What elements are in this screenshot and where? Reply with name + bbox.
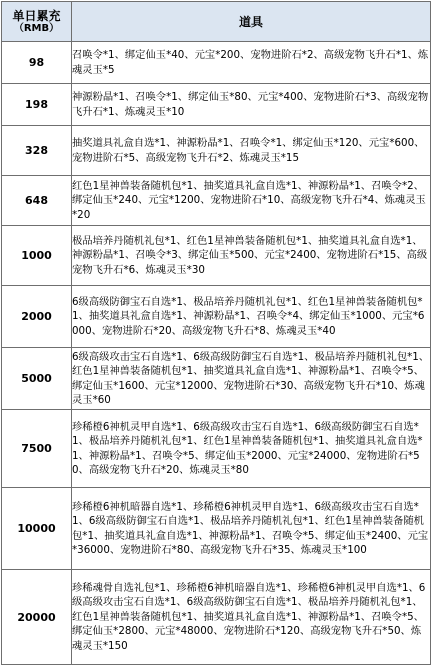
table-row — [2, 348, 431, 410]
row-amount: 98 — [2, 42, 72, 84]
row-amount: 1000 — [2, 226, 72, 286]
row-rewards: 召唤令*1、绑定仙玉*40、元宝*200、宠物进阶石*2、高级宠物飞升石*1、炼魂灵玉*5 — [72, 42, 431, 84]
row-amount: 5000 — [2, 348, 72, 410]
row-rewards: 神源粉晶*1、召唤令*1、绑定仙玉*80、元宝*400、宠物进阶石*3、高级宠物飞升石*1、炼魂灵玉*10 — [72, 84, 431, 126]
header-amount-unit: （RMB） — [13, 22, 60, 34]
recharge-reward-table — [1, 1, 431, 665]
row-rewards: 红色1星神兽装备随机包*1、抽奖道具礼盒自选*1、神源粉晶*1、召唤令*2、绑定仙玉*240、元宝*1200、宠物进阶石*10、高级宠物飞升石*4、炼魂灵玉*20 — [72, 176, 431, 226]
header-rewards: 道具 — [72, 2, 431, 42]
header-amount-label: 单日累充 — [12, 8, 61, 23]
row-amount: 20000 — [2, 570, 72, 665]
row-amount: 328 — [2, 126, 72, 176]
row-rewards: 极品培养丹随机礼包*1、红色1星神兽装备随机包*1、抽奖道具礼盒自选*1、神源粉晶*1、召唤令*3、绑定仙玉*500、元宝*2400、宠物进阶石*15、高级宠物飞升石*6、炼魂灵玉*30 — [72, 226, 431, 286]
table-header-row — [2, 2, 431, 42]
table-row — [2, 570, 431, 665]
table-row — [2, 84, 431, 126]
row-amount: 648 — [2, 176, 72, 226]
table-row — [2, 176, 431, 226]
header-amount — [2, 2, 72, 42]
row-rewards: 珍稀橙6神机灵甲自选*1、6级高级攻击宝石自选*1、6级高级防御宝石自选*1、极品培养丹随机礼包*1、红色1星神兽装备随机包*1、抽奖道具礼盒自选*1、神源粉晶*1、召唤令*5、绑定仙玉*2000、元宝*24000、宠物进阶石*50、高级宠物飞升石*20、炼魂灵玉*80 — [72, 410, 431, 488]
row-rewards: 6级高级攻击宝石自选*1、6级高级防御宝石自选*1、极品培养丹随机礼包*1、红色1星神兽装备随机包*1、抽奖道具礼盒自选*1、神源粉晶*1、召唤令*5、绑定仙玉*1600、元宝*12000、宠物进阶石*30、高级宠物飞升石*10、炼魂灵玉*60 — [72, 348, 431, 410]
table-row — [2, 488, 431, 570]
row-rewards: 6级高级防御宝石自选*1、极品培养丹随机礼包*1、红色1星神兽装备随机包*1、抽奖道具礼盒自选*1、神源粉晶*1、召唤令*4、绑定仙玉*1000、元宝*6000、宠物进阶石*20、高级宠物飞升石*8、炼魂灵玉*40 — [72, 286, 431, 348]
table-row — [2, 410, 431, 488]
row-rewards: 抽奖道具礼盒自选*1、神源粉晶*1、召唤令*1、绑定仙玉*120、元宝*600、宠物进阶石*5、高级宠物飞升石*2、炼魂灵玉*15 — [72, 126, 431, 176]
table-row — [2, 126, 431, 176]
table-row — [2, 286, 431, 348]
table-row — [2, 226, 431, 286]
row-amount: 7500 — [2, 410, 72, 488]
row-rewards: 珍稀魂骨自选礼包*1、珍稀橙6神机暗器自选*1、珍稀橙6神机灵甲自选*1、6级高级攻击宝石自选*1、6级高级防御宝石自选*1、极品培养丹随机礼包*1、红色1星神兽装备随机包*1、抽奖道具礼盒自选*1、神源粉晶*1、召唤令*5、绑定仙玉*2800、元宝*48000、宠物进阶石*120、高级宠物飞升石*50、炼魂灵玉*150 — [72, 570, 431, 665]
row-rewards: 珍稀橙6神机暗器自选*1、珍稀橙6神机灵甲自选*1、6级高级攻击宝石自选*1、6级高级防御宝石自选*1、极品培养丹随机礼包*1、红色1星神兽装备随机包*1、抽奖道具礼盒自选*1、神源粉晶*1、召唤令*5、绑定仙玉*2400、元宝*36000、宠物进阶石*80、高级宠物飞升石*35、炼魂灵玉*100 — [72, 488, 431, 570]
table-row — [2, 42, 431, 84]
row-amount: 2000 — [2, 286, 72, 348]
row-amount: 10000 — [2, 488, 72, 570]
row-amount: 198 — [2, 84, 72, 126]
